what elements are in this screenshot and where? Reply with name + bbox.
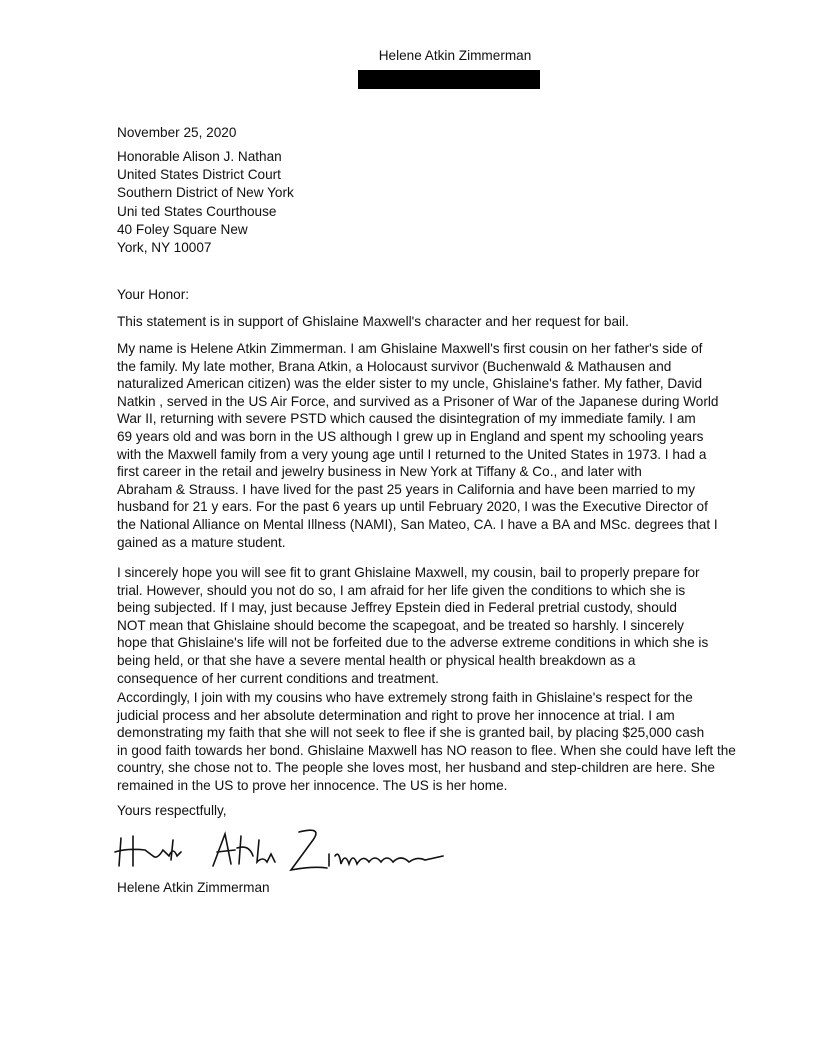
handwritten-signature — [113, 826, 473, 876]
paragraph-bond-pledge — [117, 689, 736, 795]
paragraph-bail-request — [117, 564, 708, 687]
address-line: York, NY 10007 — [117, 240, 212, 256]
paragraph-line: the National Alliance on Mental Illness (NAMI), San Mateo, CA. I have a BA and MSc. degrees that I — [117, 516, 718, 532]
address-line: Honorable Alison J. Nathan — [117, 149, 282, 164]
paragraph-line: first career in the retail and jewelry business in New York at Tiffany & Co., and later with — [117, 464, 642, 480]
paragraph-line: consequence of her current conditions and treatment. — [117, 670, 439, 686]
paragraph-line: being held, or that she have a severe mental health or physical health breakdown as a — [117, 652, 636, 668]
closing: Yours respectfully, — [117, 803, 227, 818]
paragraph-line: I sincerely hope you will see fit to grant Ghislaine Maxwell, my cousin, bail to properly prepare for — [117, 565, 700, 580]
paragraph-line: judicial process and her absolute determination and right to prove her innocence at trial. I am — [117, 707, 675, 723]
paragraph-line: hope that Ghislaine's life will not be forfeited due to the adverse extreme conditions in which she is — [117, 635, 709, 651]
paragraph-line: in good faith towards her bond. Ghislaine Maxwell has NO reason to flee. When she could have left the — [117, 742, 736, 758]
paragraph-line: War II, returning with severe PSTD which caused the disintegration of my immediate family. I am — [117, 411, 696, 427]
address-line: United States District Court — [117, 167, 281, 183]
paragraph-line: Accordingly, I join with my cousins who have extremely strong faith in Ghislaine's respect for the — [117, 690, 693, 705]
paragraph-line: Abraham & Strauss. I have lived for the past 25 years in California and have been married to my — [117, 481, 696, 497]
paragraph-line: 69 years old and was born in the US although I grew up in England and spent my schooling years — [117, 428, 704, 444]
paragraph-line: Natkin , served in the US Air Force, and survived as a Prisoner of War of the Japanese during World — [117, 393, 719, 409]
address-line: Southern District of New York — [117, 185, 294, 201]
salutation: Your Honor: — [117, 287, 190, 302]
letterhead-sender-name: Helene Atkin Zimmerman — [378, 48, 532, 63]
paragraph-line: remained in the US to prove her innocence. The US is her home. — [117, 777, 508, 793]
paragraph-line: being subjected. If I may, just because Jeffrey Epstein died in Federal pretrial custody, should — [117, 600, 677, 616]
paragraph-line: country, she chose not to. The people she loves most, her husband and step-children are here. She — [117, 760, 715, 776]
recipient-address — [117, 148, 294, 257]
paragraph-background — [117, 340, 718, 551]
address-line: 40 Foley Square New — [117, 221, 248, 237]
intro-statement: This statement is in support of Ghislaine Maxwell's character and her request for bail. — [117, 314, 629, 329]
paragraph-line: with the Maxwell family from a very young age until I returned to the United States in 1973. I had a — [117, 446, 707, 462]
paragraph-line: naturalized American citizen) was the elder sister to my uncle, Ghislaine's father. My father, David — [117, 376, 703, 392]
letter-date: November 25, 2020 — [117, 125, 237, 140]
address-line: Uni ted States Courthouse — [117, 203, 277, 219]
paragraph-line: NOT mean that Ghislaine should become the scapegoat, and be treated so harshly. I sincerely — [117, 617, 684, 633]
paragraph-line: trial. However, should you not do so, I am afraid for her life given the conditions to which she is — [117, 582, 686, 598]
signed-name: Helene Atkin Zimmerman — [117, 880, 270, 895]
paragraph-line: husband for 21 y ears. For the past 6 years up until February 2020, I was the Executive Director of — [117, 499, 708, 515]
redaction-bar — [358, 70, 540, 89]
paragraph-line: gained as a mature student. — [117, 534, 286, 550]
paragraph-line: the family. My late mother, Brana Atkin, a Holocaust survivor (Buchenwald & Mathausen and — [117, 358, 672, 374]
paragraph-line: demonstrating my faith that she will not seek to flee if she is granted bail, by placing $25,000 cash — [117, 725, 705, 741]
paragraph-line: My name is Helene Atkin Zimmerman. I am Ghislaine Maxwell's first cousin on her father's side of — [117, 341, 703, 356]
